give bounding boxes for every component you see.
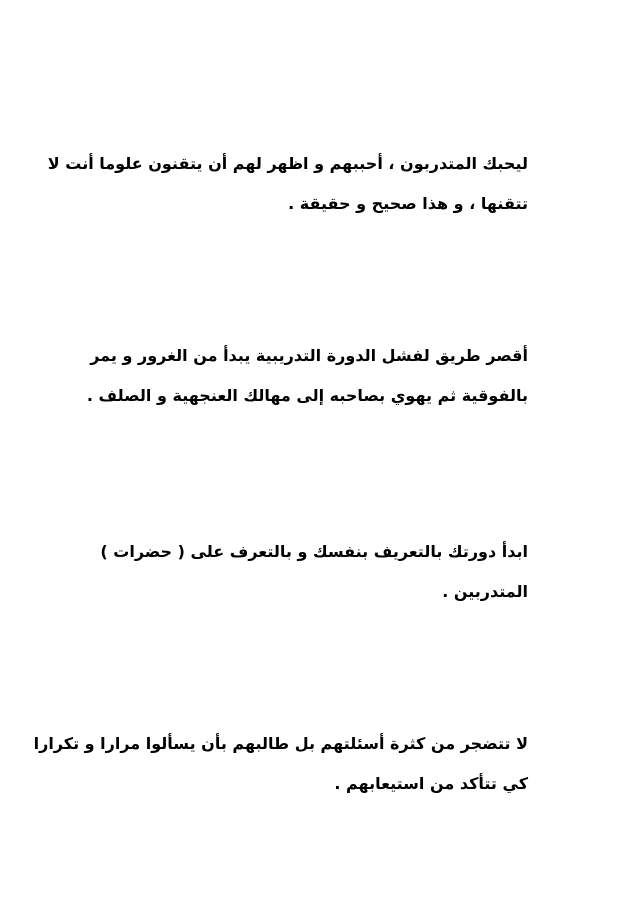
paragraph-4-line-1: لا تتضجر من كثرة أسئلتهم بل طالبهم بأن يسألوا مرارا و تكرارا — [33, 734, 528, 753]
paragraph-3-line-2: المتدربين . — [442, 582, 528, 601]
paragraph-2-line-2: بالفوقية ثم يهوي بصاحبه إلى مهالك العنجهية و الصلف . — [86, 386, 528, 405]
paragraph-3-line-1: ابدأ دورتك بالتعريف بنفسك و بالتعرف على ( حضرات ) — [100, 542, 528, 561]
paragraph-3 — [100, 532, 528, 612]
paragraph-2-line-1: أقصر طريق لفشل الدورة التدريبية يبدأ من الغرور و يمر — [90, 346, 528, 365]
paragraph-4-line-2: كي تتأكد من استيعابهم . — [334, 774, 528, 793]
paragraph-1-line-2: تتقنها ، و هذا صحيح و حقيقة . — [288, 194, 528, 213]
paragraph-2 — [87, 336, 528, 416]
paragraph-1 — [48, 144, 528, 224]
paragraph-4 — [34, 724, 528, 804]
paragraph-1-line-1: ليحبك المتدربون ، أحببهم و اظهر لهم أن يتقنون علوما أنت لا — [47, 154, 528, 173]
